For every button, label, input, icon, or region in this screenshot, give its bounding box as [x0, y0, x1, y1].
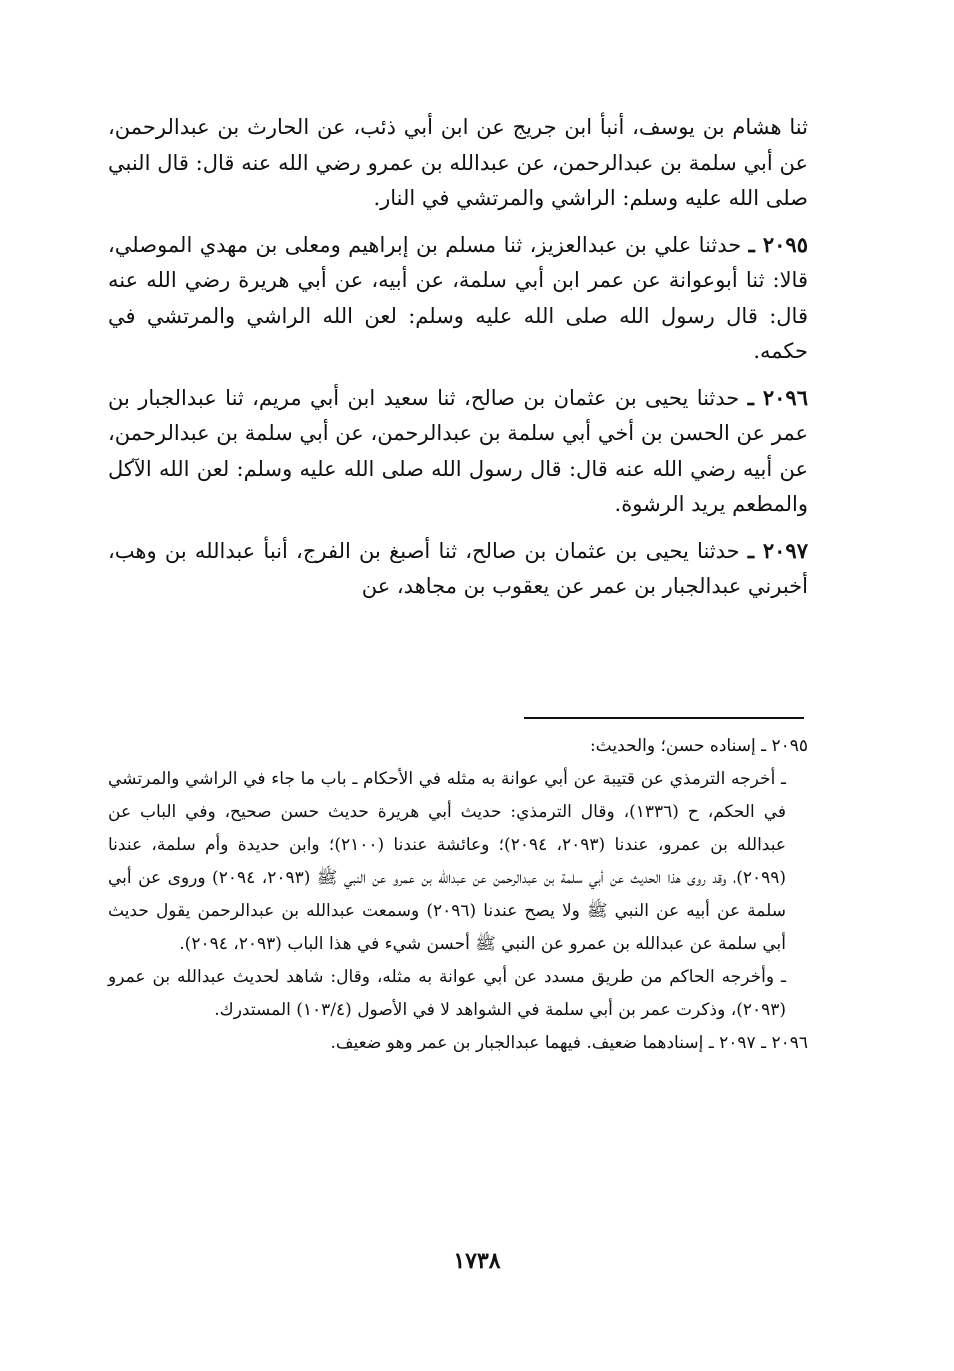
- footnotes: [108, 730, 808, 1060]
- hadith-number-2097: ٢٠٩٧ ـ: [747, 537, 808, 563]
- hadith-2096: [108, 380, 808, 523]
- hadith-text-2096: حدثنا يحيى بن عثمان بن صالح، ثنا سعيد ابن أبي مريم، ثنا عبدالجبار بن عمر عن الحسن بن أخي أبي سلمة بن عبدالرحمن، عن أبي سلمة بن عبدالرحمن، عن أبيه رضي الله عنه قال: قال رسول الله صلى الله عليه وسلم: لعن الله الآكل والمطعم يريد الرشوة.: [108, 385, 808, 516]
- page-number: ١٧٣٨: [453, 1248, 501, 1274]
- hadith-2095: [108, 227, 808, 370]
- hadith-text-2095: حدثنا علي بن عبدالعزيز، ثنا مسلم بن إبراهيم ومعلى بن مهدي الموصلي، قالا: ثنا أبوعوانة عن عمر ابن أبي سلمة، عن أبيه، عن أبي هريرة رضي الله عنه قال: قال رسول الله صلى الله عليه وسلم: لعن الله الراشي والمرتشي في حكمه.: [108, 232, 808, 363]
- hadith-text-2097: حدثنا يحيى بن عثمان بن صالح، ثنا أصبغ بن الفرج، أنبأ عبدالله بن وهب، أخبرني عبدالجبار بن عمر عن يعقوب بن مجاهد، عن: [108, 538, 808, 598]
- footnote-2096-2097: ٢٠٩٦ ـ ٢٠٩٧ ـ إسنادهما ضعيف. فيهما عبدالجبار بن عمر وهو ضعيف.: [330, 1033, 808, 1053]
- footnote-2095-heading: ٢٠٩٥ ـ إسناده حسن؛ والحديث:: [589, 736, 808, 756]
- hadith-number-2096: ٢٠٩٦ ـ: [747, 384, 808, 410]
- hadith-number-2095: ٢٠٩٥ ـ: [748, 231, 808, 257]
- footnote-2095-hakim: ـ وأخرجه الحاكم من طريق مسدد عن أبي عوانة به مثله، وقال: شاهد لحديث عبدالله بن عمرو (٢٠٩٣)، وذكرت عمر بن أبي سلمة في الشواهد لا في الأصول (١٠٣/٤) المستدرك.: [108, 967, 786, 1020]
- paragraph-intro: ثنا هشام بن يوسف، أنبأ ابن جريج عن ابن أبي ذئب، عن الحارث بن عبدالرحمن، عن أبي سلمة بن عبدالرحمن، عن عبدالله بن عمرو رضي الله عنه قال: قال النبي صلى الله عليه وسلم: الراشي والمرتشي في النار.: [108, 115, 808, 210]
- hadith-2097: [108, 533, 808, 605]
- footnote-divider: [524, 717, 804, 719]
- main-text: [108, 110, 808, 615]
- footnote-2095-tirmidhi: ـ أخرجه الترمذي عن قتيبة عن أبي عوانة به مثله في الأحكام ـ باب ما جاء في الراشي والمرتشي في الحكم، ح (١٣٣٦)، وقال الترمذي: حديث أبي هريرة حديث حسن صحيح، وفي الباب عن عبدالله بن عمرو، عندنا (٢٠٩٣، ٢٠٩٤)؛ وعائشة عندنا (٢١٠٠)؛ وابن حديدة وأم سلمة، عندنا (٢٠٩٩)، وقد روى هذا الحديث عن أبي سلمة بن عبدالرحمن عن عبدالله بن عمرو عن النبي ﷺ (٢٠٩٣، ٢٠٩٤) وروى عن أبي سلمة عن أبيه عن النبي ﷺ ولا يصح عندنا (٢٠٩٦) وسمعت عبدالله بن عبدالرحمن يقول حديث أبي سلمة عن عبدالله بن عمرو عن النبي ﷺ أحسن شيء في هذا الباب (٢٠٩٣، ٢٠٩٤).: [108, 769, 787, 954]
